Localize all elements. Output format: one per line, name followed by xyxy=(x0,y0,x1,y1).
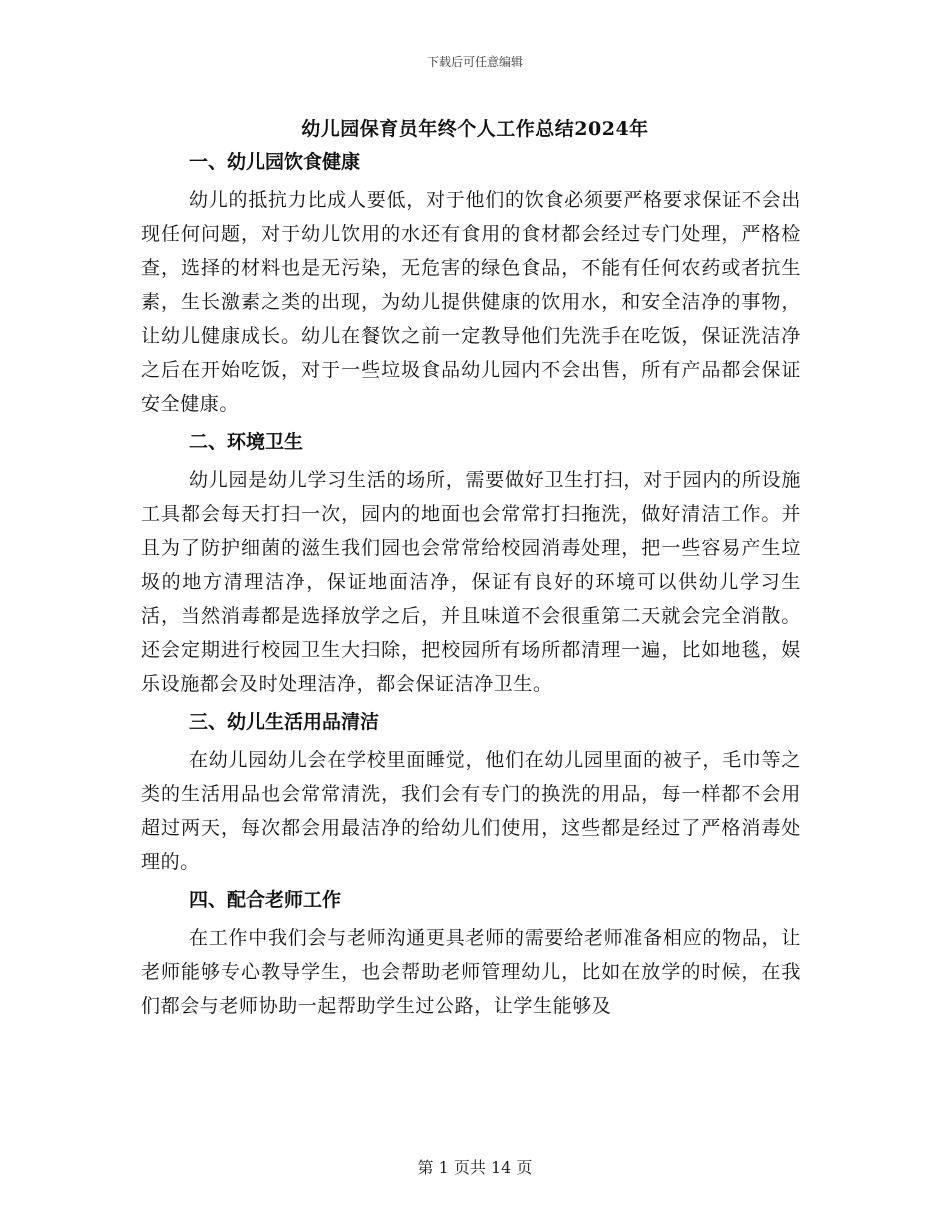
section-paragraph: 在工作中我们会与老师沟通更具老师的需要给老师准备相应的物品，让老师能够专心教导学生，也会帮助老师管理幼儿，比如在放学的时候，在我们都会与老师协助一起帮助学生过公路，让学生能够及 xyxy=(141,927,801,1017)
section-heading: 一、幼儿园饮食健康 xyxy=(189,151,361,173)
page-footer: 第 1 页共 14 页 xyxy=(417,1158,533,1177)
section-heading: 二、环境卫生 xyxy=(189,431,304,453)
section-heading: 四、配合老师工作 xyxy=(189,889,342,911)
document-body xyxy=(141,148,801,1030)
section-paragraph: 幼儿园是幼儿学习生活的场所，需要做好卫生打扫，对于园内的所设施工具都会每天打扫一次，园内的地面也会常常打扫拖洗，做好清洁工作。并且为了防护细菌的滋生我们园也会常常给校园消毒处理，把一些容易产生垃圾的地方清理洁净，保证地面洁净，保证有良好的环境可以供幼儿学习生活，当然消毒都是选择放学之后，并且味道不会很重第二天就会完全消散。还会定期进行校园卫生大扫除，把校园所有场所都清理一遍，比如地毯，娱乐设施都会及时处理洁净，都会保证洁净卫生。 xyxy=(141,469,801,695)
document-title: 幼儿园保育员年终个人工作总结2024年 xyxy=(301,118,649,140)
section-paragraph: 在幼儿园幼儿会在学校里面睡觉，他们在幼儿园里面的被子，毛巾等之类的生活用品也会常常清洗，我们会有专门的换洗的用品，每一样都不会用超过两天，每次都会用最洁净的给幼儿们使用，这些都是经过了严格消毒处理的。 xyxy=(141,749,801,873)
header-note: 下载后可任意编辑 xyxy=(426,55,523,69)
section-heading: 三、幼儿生活用品清洁 xyxy=(189,711,380,733)
section-paragraph: 幼儿的抵抗力比成人要低，对于他们的饮食必须要严格要求保证不会出现任何问题，对于幼儿饮用的水还有食用的食材都会经过专门处理，严格检查，选择的材料也是无污染，无危害的绿色食品，不能有任何农药或者抗生素，生长激素之类的出现，为幼儿提供健康的饮用水，和安全洁净的事物，让幼儿健康成长。幼儿在餐饮之前一定教导他们先洗手在吃饭，保证洗洁净之后在开始吃饭，对于一些垃圾食品幼儿园内不会出售，所有产品都会保证安全健康。 xyxy=(141,189,801,415)
